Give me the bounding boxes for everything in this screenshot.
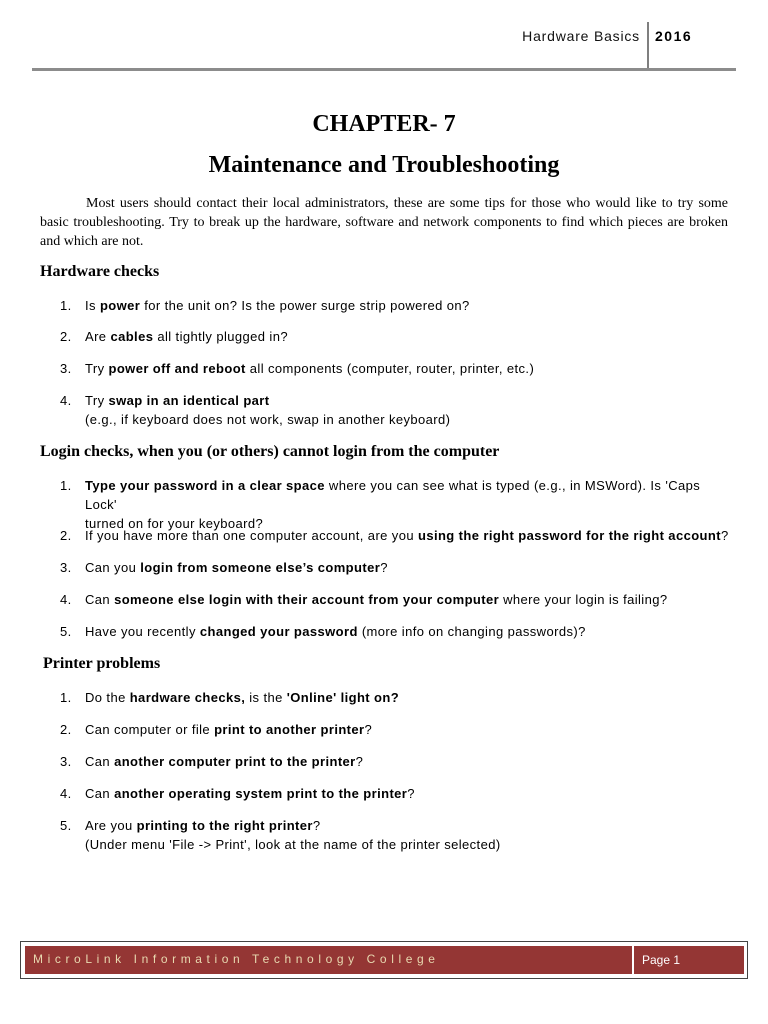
list-item-number: 3.: [60, 560, 72, 575]
list-item-text: [85, 558, 735, 577]
emphasis-text: power: [99, 298, 141, 313]
plain-text: Are you: [85, 818, 137, 833]
plain-text: Try: [85, 361, 109, 376]
list-item-text: [85, 590, 735, 609]
list-item-text: [85, 784, 735, 803]
list-item-text: [85, 296, 735, 315]
list-item-number: 5.: [60, 624, 72, 639]
footer-college-name: MicroLink Information Technology College: [33, 952, 440, 966]
list-item-text: [85, 359, 735, 378]
plain-text: all components (computer, router, printer, etc.): [245, 361, 535, 376]
emphasis-text: cables: [110, 329, 154, 344]
emphasis-text: someone else login with their account from your computer: [114, 592, 500, 607]
list-item-text: [85, 327, 735, 346]
emphasis-text: Type your password in a clear space: [85, 478, 325, 493]
emphasis-text: login from someone else’s computer: [140, 560, 381, 575]
plain-text: ?: [380, 560, 388, 575]
footer-college-bar: [25, 946, 632, 974]
plain-text: Do the: [85, 690, 130, 705]
section-heading-login: Login checks, when you (or others) cannot login from the computer: [40, 443, 500, 460]
plain-text: where you can see what is typed (e.g., in MSWord). Is 'Caps Lock' turned on for your keyboard?: [85, 478, 701, 531]
plain-text: ?: [364, 722, 373, 737]
list-item-text: [85, 720, 735, 739]
list-item-number: 3.: [60, 361, 72, 376]
section-heading-hardware: Hardware checks: [40, 263, 160, 280]
plain-text: all tightly plugged in?: [153, 329, 288, 344]
list-item-number: 4.: [60, 786, 72, 801]
list-item-text: [85, 688, 735, 707]
plain-text: If you have more than one computer account, are you: [85, 528, 418, 543]
list-item-number: 3.: [60, 754, 72, 769]
plain-text: Is: [85, 298, 100, 313]
emphasis-text: print to another printer: [214, 722, 365, 737]
plain-text: (more info on changing passwords)?: [357, 624, 586, 639]
emphasis-text: printing to the right printer: [136, 818, 313, 833]
emphasis-text: 'Online' light on?: [286, 690, 400, 705]
plain-text: (e.g., if keyboard does not work, swap in another keyboard): [85, 412, 451, 427]
list-item-number: 2.: [60, 722, 72, 737]
header-title: Hardware Basics: [522, 28, 640, 44]
emphasis-text: another computer print to the printer: [114, 754, 356, 769]
plain-text: where your login is failing?: [499, 592, 668, 607]
plain-text: Can: [85, 592, 115, 607]
list-item-number: 1.: [60, 298, 72, 313]
emphasis-text: changed your password: [199, 624, 358, 639]
plain-text: ?: [407, 786, 415, 801]
plain-text: Try: [85, 393, 109, 408]
intro-paragraph: Most users should contact their local administrators, these are some tips for those who would like to try some basic troubleshooting. Try to break up the hardware, software and network components to find which pieces are broken and which are not.: [40, 196, 728, 249]
header-year: 2016: [655, 28, 693, 44]
plain-text: Are: [85, 329, 111, 344]
plain-text: ?: [720, 528, 729, 543]
list-item-number: 5.: [60, 818, 72, 833]
plain-text: ?: [355, 754, 364, 769]
emphasis-text: hardware checks,: [129, 690, 246, 705]
plain-text: Can computer or file: [85, 722, 215, 737]
list-item-number: 1.: [60, 478, 72, 493]
list-item-text: [85, 526, 735, 545]
list-item-number: 1.: [60, 690, 72, 705]
header-rule: [32, 68, 736, 71]
emphasis-text: swap in an identical part: [108, 393, 270, 408]
plain-text: Can: [85, 786, 115, 801]
plain-text: Can: [85, 754, 115, 769]
list-item-text: [85, 476, 735, 533]
plain-text: Can you: [85, 560, 141, 575]
list-item-text: [85, 391, 735, 429]
list-item-text: [85, 752, 735, 771]
header-divider: [647, 22, 649, 70]
emphasis-text: another operating system print to the printer: [114, 786, 408, 801]
footer-page-box: [634, 946, 744, 974]
list-item-number: 2.: [60, 528, 72, 543]
page-header: [0, 0, 768, 72]
plain-text: is the: [245, 690, 287, 705]
list-item-text: [85, 816, 735, 854]
chapter-label: CHAPTER- 7: [312, 111, 456, 137]
emphasis-text: power off and reboot: [108, 361, 246, 376]
plain-text: ? (Under menu 'File -> Print', look at the name of the printer selected): [85, 818, 501, 852]
footer-page-number: Page 1: [642, 953, 681, 967]
plain-text: for the unit on? Is the power surge strip powered on?: [140, 298, 470, 313]
plain-text: Have you recently: [85, 624, 200, 639]
list-item-text: [85, 622, 735, 641]
emphasis-text: using the right password for the right account: [417, 528, 721, 543]
page-title: Maintenance and Troubleshooting: [208, 152, 560, 178]
list-item-number: 4.: [60, 592, 72, 607]
page-footer: [20, 941, 748, 979]
list-item-number: 4.: [60, 393, 72, 408]
section-heading-printer: Printer problems: [43, 655, 161, 672]
list-item-number: 2.: [60, 329, 72, 344]
